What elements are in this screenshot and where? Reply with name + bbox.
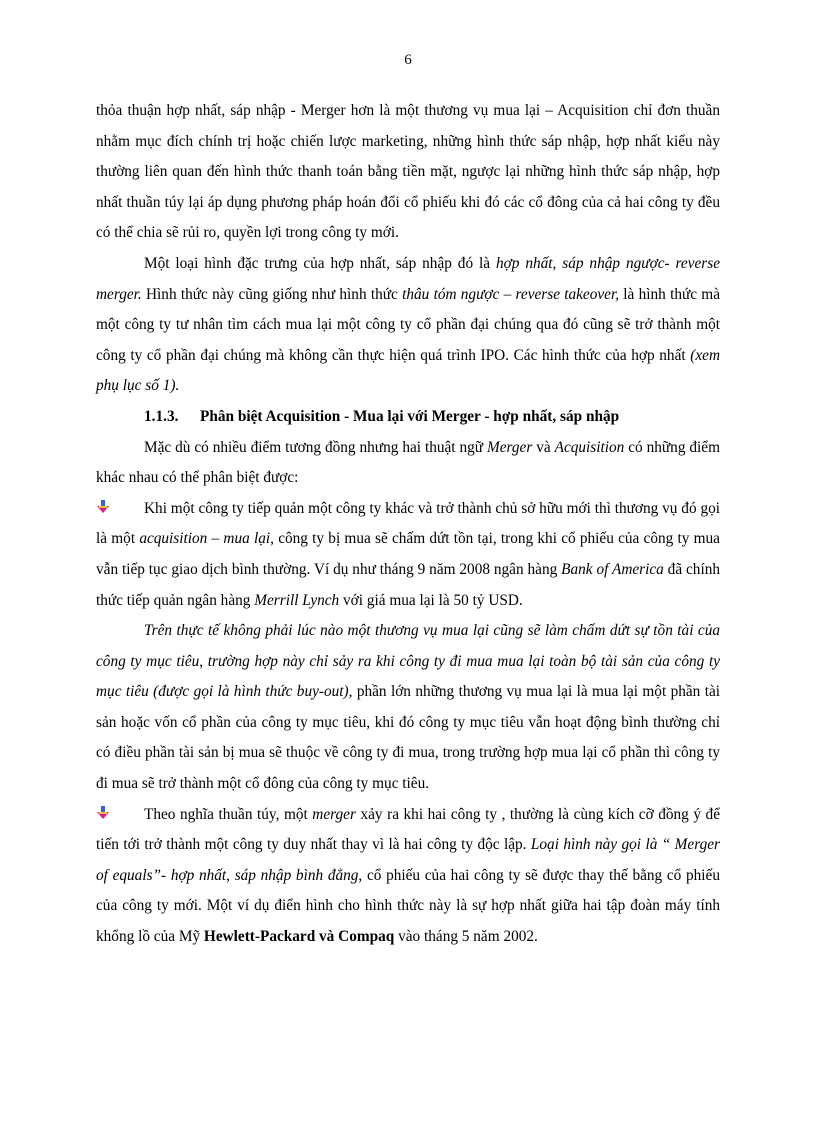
arrow-down-bullet-icon <box>96 500 144 514</box>
term-reverse-takeover: thâu tóm ngược – reverse takeover, <box>402 285 620 303</box>
arrow-down-bullet-icon <box>96 806 144 820</box>
text-run: công ty bị mua sẽ chấm dứt tồn tại, trong khi cổ phiếu của công ty mua vẫn tiếp tục giao dịch bình thường. Ví dụ như tháng 9 năm 2008 ngân hàng <box>96 530 720 578</box>
term-merger: merger <box>312 805 356 823</box>
bullet-item-merger <box>96 800 720 953</box>
text-run: là hình thức mà một công ty tư nhân tìm cách mua lại một công ty cổ phần đại chúng qua đó cũng sẽ trở thành một công ty cổ phần đại chúng mà không cần thực hiện quá trình IPO. Các hình thức của hợp nhất <box>96 285 720 364</box>
company-merrill-lynch: Merrill Lynch <box>254 591 340 609</box>
bullet-item-acquisition <box>96 494 720 616</box>
paragraph-merger-continuation: thỏa thuận hợp nhất, sáp nhập - Merger hơn là một thương vụ mua lại – Acquisition chỉ đơn thuần nhằm mục đích chính trị hoặc chiến lược marketing, những hình thức sáp nhập, hợp nhất kiểu này thường liên quan đến hình thức thanh toán bằng tiền mặt, ngược lại những hình thức sáp nhập, hợp nhất thuần túy lại áp dụng phương pháp hoán đổi cổ phiếu khi đó các cổ đông của cả hai công ty đều có thể chia sẽ rủi ro, quyền lợi trong công ty mới. <box>96 102 720 242</box>
paragraph-differences-intro <box>96 433 720 494</box>
text-run: Mặc dù có nhiều điểm tương đồng nhưng hai thuật ngữ <box>144 438 487 456</box>
page-number: 6 <box>404 52 412 68</box>
section-title: Phân biệt Acquisition - Mua lại với Merger - hợp nhất, sáp nhập <box>200 407 620 425</box>
text-run: có những điểm khác nhau có thể phân biệt được: <box>96 438 720 487</box>
paragraph-buyout <box>96 616 720 800</box>
text-run: Theo nghĩa thuần túy, một <box>144 805 313 823</box>
company-hp-compaq: Hewlett-Packard và Compaq <box>203 928 395 946</box>
section-heading <box>96 402 720 433</box>
term-reverse-merger: hợp nhất, sáp nhập ngược- reverse merger. <box>96 254 720 303</box>
text-run: Hình thức này cũng giống như hình thức <box>141 285 403 303</box>
text-run: , <box>199 652 208 670</box>
text-run: phần lớn những thương vụ mua lại là mua lại một phần tài sản hoặc vốn cổ phần của công ty mục tiêu, khi đó công ty mục tiêu vẫn hoạt động bình thường chỉ có điều phần tài sản bị mua sẽ thuộc về công ty đi mua, trong trường hợp mua lại cổ phần thì công ty đi mua sẽ trở thành một cổ đông của công ty mục tiêu. <box>96 683 720 793</box>
text-run: và <box>532 438 555 456</box>
term-merger: Merger <box>486 438 533 456</box>
text-run: đã chính thức tiếp quản ngân hàng <box>96 560 720 609</box>
text-run: với giá mua lại là 50 tỷ USD. <box>339 591 523 609</box>
italic-run: trường hợp này chỉ sảy ra khi công ty đi mua mua lại toàn bộ tài sản của công ty mục tiêu (được gọi là hình thức buy-out), <box>96 652 721 701</box>
text-run: xảy ra khi hai công ty , thường là cùng kích cỡ đồng ý để tiến tới trở thành một công ty duy nhất thay vì là hai công ty độc lập. <box>96 805 720 854</box>
text-run: Một loại hình đặc trưng của hợp nhất, sáp nhập đó là <box>144 254 496 272</box>
text-run: vào tháng 5 năm 2002. <box>394 928 538 946</box>
document-body <box>96 96 720 953</box>
term-merger-of-equals: Loại hình này gọi là “ Merger of equals”- hợp nhất, sáp nhập bình đẳng <box>96 836 720 884</box>
section-number: 1.1.3. <box>144 407 179 425</box>
paragraph-reverse-merger <box>96 249 720 402</box>
text-run: Khi một công ty tiếp quản một công ty khác và trở thành chủ sở hữu mới thì thương vụ đó gọi là một <box>96 499 720 548</box>
term-acquisition-mua-lai: acquisition – mua lại, <box>139 530 274 548</box>
italic-run: Trên thực tế không phải lúc nào một thương vụ mua lại cũng sẽ làm chấm dứt sự tồn tài của công ty mục tiêu <box>96 622 720 670</box>
appendix-reference: (xem phụ lục số 1). <box>96 346 720 395</box>
text-run: , cổ phiếu của hai công ty sẽ được thay thế bằng cổ phiếu của công ty mới. Một ví dụ điển hình cho hình thức này là sự hợp nhất giữa hai tập đoàn máy tính khổng lồ của Mỹ <box>96 866 720 946</box>
company-bank-of-america: Bank of America <box>561 560 664 578</box>
term-acquisition: Acquisition <box>554 438 625 456</box>
